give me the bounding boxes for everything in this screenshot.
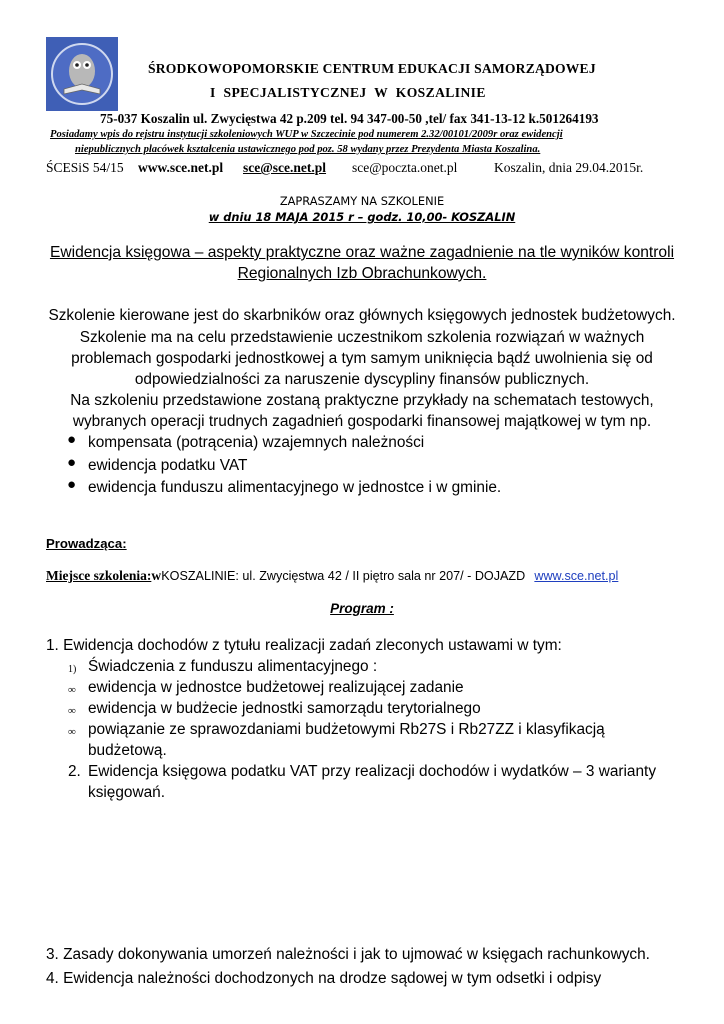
training-title-line2: Regionalnych Izb Obrachunkowych. [237, 265, 487, 282]
program-item-4: 4. Ewidencja należności dochodzonych na drodze sądowej w tym odsetki i odpisy [46, 970, 602, 987]
topic-bullet-item: ewidencja funduszu alimentacyjnego w jednostce i w gminie. [88, 479, 502, 496]
bullet-icon: ● [67, 432, 77, 448]
organization-logo [46, 37, 118, 111]
program-item-3: 3. Zasady dokonywania umorzeń należności i jak to ujmować w księgach rachunkowych. [46, 946, 650, 963]
reference-number: ŚCESiS 54/15 [46, 160, 124, 175]
venue-website-link[interactable]: www.sce.net.pl [534, 569, 619, 583]
bullet-icon: ● [67, 455, 77, 471]
program-subitem-bullet: ewidencja w budżecie jednostki samorządu terytorialnego [88, 700, 481, 717]
registry-note-line1: Posiadamy wpis do rejstru instytucji szkoleniowych WUP w Szczecinie pod numerem 2.32/00101/2009r oraz ewidencji [50, 129, 563, 140]
email-secondary: sce@poczta.onet.pl [352, 160, 458, 175]
program-item-1: 1. Ewidencja dochodów z tytułu realizacji zadań zleconych ustawami w tym: [46, 637, 562, 654]
program-subitem-bullet: powiązanie ze sprawozdaniami budżetowymi Rb27S i Rb27ZZ i klasyfikacją [88, 721, 605, 738]
program-heading-wrap [0, 601, 724, 616]
venue-line [46, 568, 618, 584]
infinity-bullet-icon: ∞ [68, 726, 76, 738]
topic-bullet-item: kompensata (potrącenia) wzajemnych należności [88, 434, 425, 451]
infinity-bullet-icon: ∞ [68, 705, 76, 717]
invite-date-text: w dniu 18 MAJA 2015 r – godz. 10,00- KOSZALIN [208, 210, 516, 224]
owl-book-emblem-icon [46, 37, 118, 111]
infinity-bullet-icon: ∞ [68, 684, 76, 696]
intro-line: Na szkoleniu przedstawione zostaną praktyczne przykłady na schematach testowych, [70, 392, 654, 409]
training-title-line1: Ewidencja księgowa – aspekty praktyczne oraz ważne zagadnienie na tle wyników kontroli [49, 244, 675, 261]
venue-address: KOSZALINIE: ul. Zwycięstwa 42 / II piętro sala nr 207/ - DOJAZD [161, 569, 526, 583]
email-link-primary[interactable]: sce@sce.net.pl [243, 160, 327, 175]
program-subitem-bullet-continuation: budżetową. [88, 742, 167, 759]
organization-name-line1: ŚRODKOWOPOMORSKIE CENTRUM EDUKACJI SAMORZĄDOWEJ [148, 61, 596, 76]
intro-line: problemach gospodarki jednostkowej a tym samym uniknięcia bądź uwolnienia się od [71, 350, 653, 367]
program-subitem-1: Świadczenia z funduszu alimentacyjnego : [88, 658, 378, 675]
venue-prefix: w [151, 568, 162, 583]
organization-name-line2: I SPECJALISTYCZNEJ W KOSZALINIE [210, 85, 486, 100]
intro-line: Szkolenie ma na celu przedstawienie uczestnikom szkolenia rozwiązań w ważnych [79, 329, 645, 346]
invite-date-line [0, 210, 724, 224]
program-subitem-bullet: ewidencja w jednostce budżetowej realizującej zadanie [88, 679, 464, 696]
bullet-icon: ● [67, 477, 77, 493]
venue-label: Miejsce szkolenia: [46, 568, 152, 583]
program-heading: Program : [330, 601, 394, 616]
registry-note-line2: niepublicznych placówek kształcenia ustawicznego pod poz. 58 wydany przez Prezydenta Miasta Koszalina. [75, 144, 541, 155]
trainer-label: Prowadząca: [46, 536, 127, 551]
program-item-2-line2: księgowań. [88, 784, 165, 801]
intro-line: Szkolenie kierowane jest do skarbników oraz głównych księgowych jednostek budżetowych. [48, 307, 676, 324]
program-item-2-line1: Ewidencja księgowa podatku VAT przy realizacji dochodów i wydatków – 3 warianty [88, 763, 657, 780]
intro-line: odpowiedzialności za naruszenie dyscypliny finansów publicznych. [134, 371, 590, 388]
topic-bullet-item: ewidencja podatku VAT [88, 457, 248, 474]
intro-line: wybranych operacji trudnych zagadnień gospodarki finansowej majątkowej w tym np. [72, 413, 652, 430]
website-link[interactable]: www.sce.net.pl [138, 160, 224, 175]
program-item-2-number: 2. [68, 763, 81, 780]
program-subitem-number: 1) [68, 664, 77, 675]
organization-address: 75-037 Koszalin ul. Zwycięstwa 42 p.209 tel. 94 347-00-50 ,tel/ fax 341-13-12 k.501264193 [100, 111, 599, 126]
invite-heading: ZAPRASZAMY NA SZKOLENIE [279, 194, 445, 208]
document-date: Koszalin, dnia 29.04.2015r. [494, 160, 644, 175]
